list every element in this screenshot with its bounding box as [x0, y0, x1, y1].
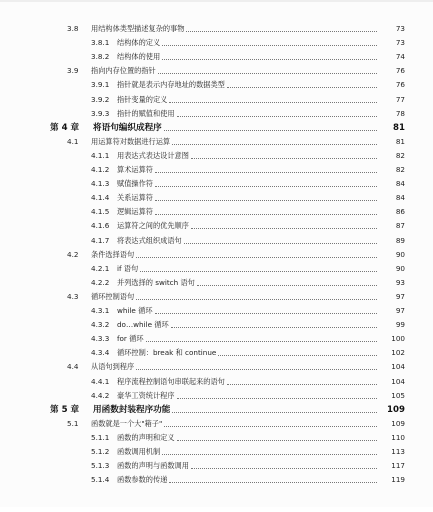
toc-entry-section[interactable]: [0, 360, 433, 374]
toc-entry-number: 3.9.1: [91, 80, 110, 90]
toc-entry-number: 4.3.3: [91, 334, 110, 344]
toc-entry-sub[interactable]: [0, 36, 433, 50]
toc-entry-page-number: 104: [391, 376, 405, 386]
toc-entry-page-number: 84: [395, 193, 405, 203]
toc-entry-number: 4.1.4: [91, 193, 110, 203]
toc-entry-number: 4.1.5: [91, 207, 110, 217]
toc-entry-title: 函数就是一个大"箱子": [91, 418, 163, 428]
toc-entry-page-number: 105: [391, 390, 405, 400]
dot-leader: [140, 270, 377, 272]
toc-entry-number: 第 5 章: [50, 404, 80, 415]
toc-entry-title: 关系运算符: [117, 193, 153, 203]
dot-leader: [158, 72, 377, 74]
toc-entry-title: 用函数封装程序功能: [93, 404, 171, 415]
toc-entry-page-number: 104: [391, 362, 405, 372]
toc-entry-title: 算术运算符: [117, 165, 153, 174]
toc-entry-page-number: 87: [395, 221, 405, 231]
toc-entry-number: 4.2.2: [91, 277, 110, 287]
toc-entry-sub[interactable]: [0, 346, 433, 360]
dot-leader: [155, 185, 377, 187]
toc-entry-sub[interactable]: [0, 318, 433, 332]
toc-entry-number: 3.8: [67, 24, 79, 33]
toc-entry-title: 函数调用机制: [117, 447, 161, 456]
toc-entry-title: 结构体的使用: [117, 52, 161, 62]
toc-entry-section[interactable]: [0, 64, 433, 78]
toc-entry-sub[interactable]: [0, 431, 433, 445]
dot-leader: [191, 227, 377, 229]
dot-leader: [155, 213, 377, 215]
dot-leader: [191, 467, 377, 469]
toc-entry-title: 条件选择语句: [91, 249, 135, 259]
toc-entry-page-number: 110: [391, 432, 405, 442]
dot-leader: [197, 284, 377, 286]
dot-leader: [162, 44, 377, 46]
toc-entry-page-number: 102: [391, 348, 405, 358]
toc-entry-page-number: 86: [395, 207, 405, 217]
dot-leader: [177, 439, 377, 441]
toc-entry-title: if 语句: [117, 263, 139, 273]
dot-leader: [169, 481, 377, 483]
toc-entry-sub[interactable]: [0, 78, 433, 92]
toc-entry-page-number: 76: [395, 66, 405, 76]
toc-entry-page-number: 73: [395, 24, 405, 33]
toc-entry-page-number: 119: [391, 475, 405, 485]
toc-entry-title: 用表达式表达设计意图: [117, 150, 189, 160]
toc-entry-section[interactable]: [0, 22, 433, 36]
toc-entry-number: 4.2: [67, 249, 79, 259]
toc-entry-sub[interactable]: [0, 304, 433, 318]
toc-entry-title: 结构体的定义: [117, 38, 161, 48]
toc-entry-page-number: 77: [395, 94, 405, 104]
dot-leader: [172, 411, 377, 413]
toc-entry-page-number: 100: [391, 334, 405, 344]
toc-entry-page-number: 76: [395, 80, 405, 90]
toc-entry-number: 5.1.4: [91, 475, 110, 485]
toc-entry-title: 将语句编织成程序: [93, 122, 162, 133]
toc-entry-sub[interactable]: [0, 262, 433, 276]
toc-entry-sub[interactable]: [0, 191, 433, 205]
dot-leader: [162, 453, 377, 455]
toc-entry-title: 赋值操作符: [117, 179, 153, 189]
toc-entry-sub[interactable]: [0, 205, 433, 219]
toc-entry-number: 4.3.4: [91, 348, 110, 358]
dot-leader: [162, 58, 377, 60]
toc-entry-title: 并列选择的 switch 语句: [117, 277, 195, 287]
toc-entry-section[interactable]: [0, 248, 433, 262]
toc-entry-number: 4.1.7: [91, 235, 110, 245]
dot-leader: [227, 86, 377, 88]
toc-entry-number: 4.4.1: [91, 376, 110, 386]
toc-entry-title: 用运算符对数据进行运算: [91, 136, 171, 146]
top-edge: [0, 0, 433, 2]
toc-entry-number: 4.3.2: [91, 320, 110, 330]
toc-entry-title: 函数的声明与函数调用: [117, 461, 189, 471]
toc-entry-number: 5.1.1: [91, 432, 110, 442]
toc-entry-sub[interactable]: [0, 149, 433, 163]
toc-entry-number: 4.3.1: [91, 306, 110, 315]
toc-entry-title: 豪华工资统计程序: [117, 390, 175, 400]
toc-entry-number: 4.1.2: [91, 165, 110, 174]
toc-entry-page-number: 73: [395, 38, 405, 48]
toc-entry-title: 用结构体类型描述复杂的事物: [91, 24, 185, 33]
toc-entry-number: 5.1.3: [91, 461, 110, 471]
toc-entry-title: 函数的声明和定义: [117, 432, 175, 442]
toc-entry-page-number: 93: [395, 277, 405, 287]
dot-leader: [164, 425, 377, 427]
toc-entry-number: 5.1.2: [91, 447, 110, 456]
dot-leader: [155, 171, 377, 173]
toc-entry-title: 将表达式组织成语句: [117, 235, 182, 245]
toc-entry-sub[interactable]: [0, 375, 433, 389]
toc-entry-page-number: 109: [391, 418, 405, 428]
toc-entry-title: 从语句到程序: [91, 362, 135, 372]
toc-entry-sub[interactable]: [0, 389, 433, 403]
toc-entry-number: 4.1.6: [91, 221, 110, 231]
toc-entry-number: 3.8.2: [91, 52, 110, 62]
toc-entry-title: while 循环: [117, 306, 153, 315]
dot-leader: [184, 242, 377, 244]
toc-entry-number: 4.1.1: [91, 150, 110, 160]
toc-entry-number: 4.1: [67, 136, 79, 146]
toc-entry-number: 第 4 章: [50, 122, 80, 133]
toc-entry-page-number: 81: [393, 122, 405, 133]
toc-entry-sub[interactable]: [0, 219, 433, 233]
toc-entry-chapter[interactable]: [0, 121, 433, 135]
dot-leader: [172, 143, 377, 145]
toc-entry-page-number: 113: [391, 447, 405, 456]
toc-entry-title: 指针就是表示内存地址的数据类型: [117, 80, 225, 90]
toc-entry-page-number: 84: [395, 179, 405, 189]
toc-entry-chapter[interactable]: [0, 403, 433, 417]
dot-leader: [136, 256, 377, 258]
toc-entry-sub[interactable]: [0, 332, 433, 346]
toc-entry-number: 3.8.1: [91, 38, 110, 48]
dot-leader: [146, 340, 377, 342]
toc-entry-title: 运算符之间的优先顺序: [117, 221, 189, 231]
toc-entry-section[interactable]: [0, 290, 433, 304]
toc-entry-page-number: 82: [395, 150, 405, 160]
dot-leader: [218, 354, 377, 356]
toc-entry-number: 4.3: [67, 291, 79, 301]
dot-leader: [171, 326, 377, 328]
toc-entry-title: 指针的赋值和使用: [117, 108, 175, 118]
toc-entry-title: 逻辑运算符: [117, 207, 153, 217]
toc-entry-page-number: 74: [395, 52, 405, 62]
toc-entry-title: 函数参数的传递: [117, 475, 168, 485]
toc-entry-number: 3.9: [67, 66, 79, 76]
toc-entry-number: 3.9.2: [91, 94, 110, 104]
toc-entry-page-number: 89: [395, 235, 405, 245]
dot-leader: [191, 157, 377, 159]
toc-entry-title: 指针变量的定义: [117, 94, 168, 104]
toc-entry-title: 循环控制语句: [91, 291, 135, 301]
toc-entry-number: 4.4.2: [91, 390, 110, 400]
toc-entry-number: 4.2.1: [91, 263, 110, 273]
toc-entry-sub[interactable]: [0, 234, 433, 248]
toc-entry-page-number: 99: [395, 320, 405, 330]
dot-leader: [155, 312, 377, 314]
dot-leader: [177, 115, 377, 117]
dot-leader: [227, 383, 377, 385]
toc-entry-section[interactable]: [0, 417, 433, 431]
toc-entry-sub[interactable]: [0, 163, 433, 177]
dot-leader: [136, 368, 377, 370]
toc-entry-sub[interactable]: [0, 177, 433, 191]
toc-entry-title: 循环控制：break 和 continue: [117, 348, 217, 358]
toc-entry-sub[interactable]: [0, 93, 433, 107]
toc-entry-sub[interactable]: [0, 50, 433, 64]
toc-entry-sub[interactable]: [0, 276, 433, 290]
dot-leader: [164, 129, 377, 131]
toc-entry-page-number: 82: [395, 165, 405, 174]
toc-entry-title: for 循环: [117, 334, 144, 344]
toc-entry-page-number: 109: [387, 404, 405, 415]
dot-leader: [186, 30, 377, 32]
dot-leader: [155, 199, 377, 201]
toc-entry-title: 指向内存位置的指针: [91, 66, 156, 76]
toc-entry-title: do…while 循环: [117, 320, 169, 330]
toc-entry-page-number: 90: [395, 263, 405, 273]
toc-entry-number: 4.1.3: [91, 179, 110, 189]
toc-entry-section[interactable]: [0, 135, 433, 149]
toc-entry-sub[interactable]: [0, 107, 433, 121]
dot-leader: [136, 298, 377, 300]
toc-entry-number: 5.1: [67, 418, 79, 428]
toc-entry-page-number: 117: [391, 461, 405, 471]
dot-leader: [177, 397, 377, 399]
toc-entry-page-number: 90: [395, 249, 405, 259]
toc-entry-title: 程序流程控制语句串联起来的语句: [117, 376, 225, 386]
toc-entry-page-number: 78: [395, 108, 405, 118]
toc-entry-page-number: 97: [395, 306, 405, 315]
toc-entry-number: 3.9.3: [91, 108, 110, 118]
toc-entry-page-number: 97: [395, 291, 405, 301]
toc-entry-number: 4.4: [67, 362, 79, 372]
dot-leader: [169, 101, 377, 103]
toc-entry-page-number: 81: [395, 136, 405, 146]
